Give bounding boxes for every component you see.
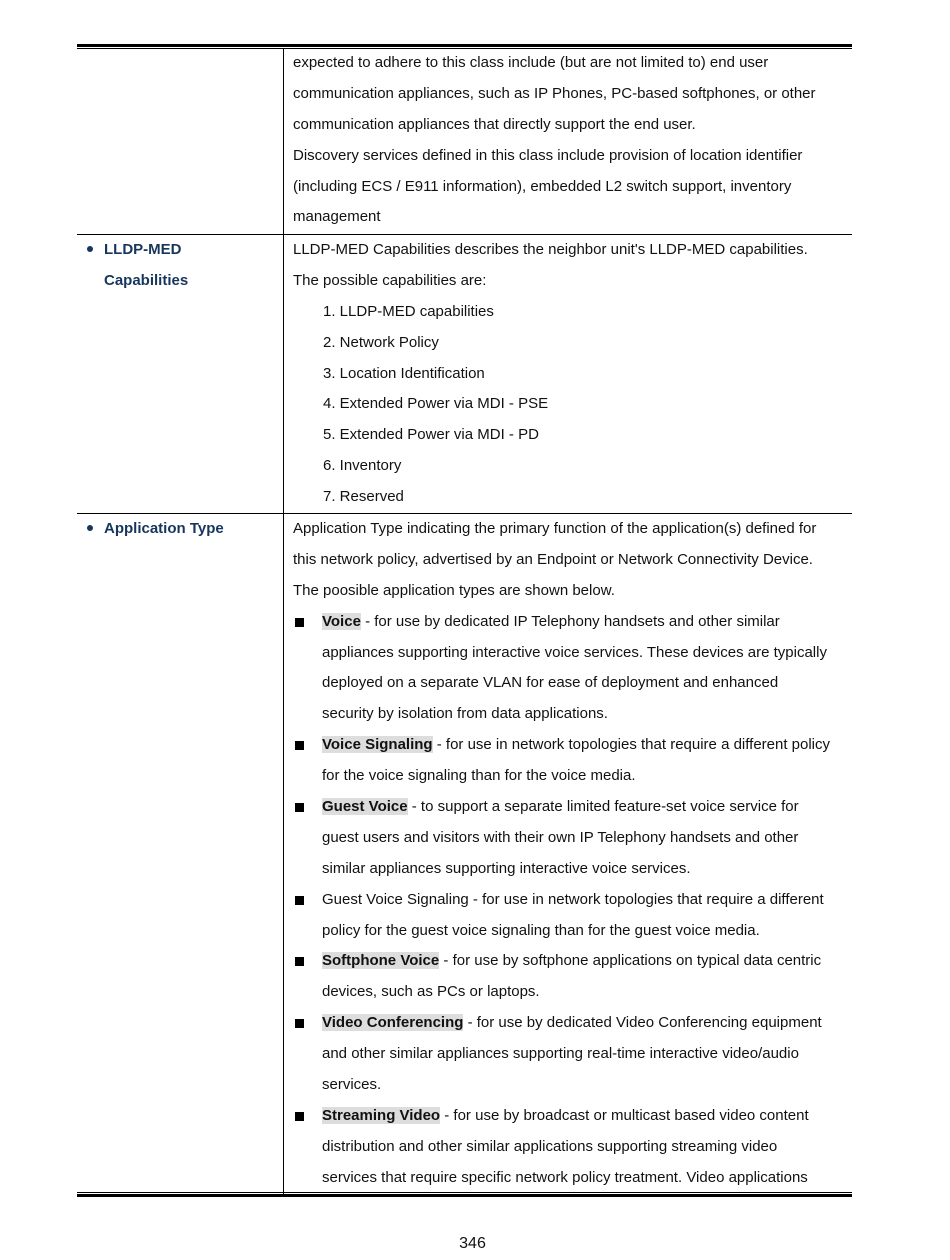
bullet-term: Guest Voice bbox=[322, 798, 408, 816]
desc-cell bbox=[293, 514, 848, 1194]
description-line: LLDP-MED Capabilities describes the neighbor unit's LLDP-MED capabilities. bbox=[293, 241, 808, 258]
bullet-item bbox=[293, 885, 848, 916]
bullet-continuation: deployed on a separate VLAN for ease of deployment and enhanced bbox=[322, 674, 779, 692]
bullet-continuation: distribution and other similar applications supporting streaming video bbox=[322, 1137, 778, 1155]
bullet-continuation: policy for the guest voice signaling than for the guest voice media. bbox=[322, 921, 760, 939]
bullet-continuation: guest users and visitors with their own IP Telephony handsets and other bbox=[322, 828, 799, 846]
bullet-text: Guest Voice Signaling - for use in network topologies that require a different bbox=[322, 890, 824, 908]
bullet-continuation: services. bbox=[322, 1076, 382, 1094]
bullet-item bbox=[293, 792, 848, 823]
bullet-continuation: services that require specific network policy treatment. Video applications bbox=[322, 1168, 808, 1186]
bullet-item bbox=[293, 1008, 848, 1039]
param-label: Application Type bbox=[104, 520, 224, 537]
bullet-text: - for use in network topologies that require a different policy bbox=[432, 736, 831, 754]
bullet-term: Softphone Voice bbox=[322, 952, 440, 970]
description-line: management bbox=[293, 208, 381, 226]
square-bullet-icon bbox=[295, 896, 304, 905]
desc-cell bbox=[293, 235, 848, 513]
table-bottom-rule bbox=[77, 1192, 852, 1197]
bullet-term: Streaming Video bbox=[322, 1106, 441, 1124]
list-item: 3. Location Identification bbox=[323, 364, 485, 382]
bullet-continuation: appliances supporting interactive voice services. These devices are typically bbox=[322, 643, 827, 661]
bullet-item bbox=[293, 607, 848, 638]
bullet-continuation: similar appliances supporting interactive voice services. bbox=[322, 859, 691, 877]
bullet-continuation: security by isolation from data applications. bbox=[322, 705, 608, 723]
description-line: communication appliances that directly support the end user. bbox=[293, 115, 696, 133]
param-label-line bbox=[77, 514, 283, 545]
square-bullet-icon bbox=[295, 618, 304, 627]
bullet-item bbox=[293, 730, 848, 761]
description-line: communication appliances, such as IP Phones, PC-based softphones, or other bbox=[293, 84, 816, 102]
description-line: expected to adhere to this class include (but are not limited to) end user bbox=[293, 54, 769, 71]
bullet-text: - to support a separate limited feature-set voice service for bbox=[407, 798, 799, 816]
table-row-class-description bbox=[77, 48, 852, 235]
param-cell bbox=[77, 235, 283, 297]
param-label: Capabilities bbox=[104, 271, 189, 289]
description-line: Discovery services defined in this class include provision of location identifier bbox=[293, 146, 803, 164]
list-item: 1. LLDP-MED capabilities bbox=[323, 302, 494, 320]
bullet-term: Voice Signaling bbox=[322, 736, 433, 754]
bullet-text: - for use by dedicated Video Conferencing equipment bbox=[463, 1014, 822, 1032]
list-item: 5. Extended Power via MDI - PD bbox=[323, 426, 539, 444]
square-bullet-icon bbox=[295, 957, 304, 966]
bullet-term: Voice bbox=[322, 612, 361, 630]
list-item: 2. Network Policy bbox=[323, 333, 439, 351]
square-bullet-icon bbox=[295, 1019, 304, 1028]
desc-cell bbox=[293, 48, 848, 233]
list-item: 4. Extended Power via MDI - PSE bbox=[323, 395, 549, 413]
bullet-continuation: devices, such as PCs or laptops. bbox=[322, 983, 540, 1001]
description-line: (including ECS / E911 information), embedded L2 switch support, inventory bbox=[293, 177, 792, 195]
square-bullet-icon bbox=[295, 803, 304, 812]
bullet-icon bbox=[87, 246, 93, 252]
list-item: 7. Reserved bbox=[323, 488, 404, 506]
param-label-line bbox=[77, 266, 283, 297]
bullet-text: - for use by broadcast or multicast based video content bbox=[440, 1106, 809, 1124]
table-row-application-type bbox=[77, 514, 852, 1193]
bullet-item bbox=[293, 946, 848, 977]
bullet-item bbox=[293, 1101, 848, 1132]
description-line: The poosible application types are shown below. bbox=[293, 581, 615, 599]
bullet-text: - for use by softphone applications on typical data centric bbox=[439, 952, 822, 970]
bullet-term: Video Conferencing bbox=[322, 1014, 464, 1032]
param-cell bbox=[77, 514, 283, 545]
description-line: The possible capabilities are: bbox=[293, 271, 487, 289]
square-bullet-icon bbox=[295, 1112, 304, 1121]
column-divider bbox=[283, 48, 284, 1194]
table-row-lldp-med-capabilities bbox=[77, 235, 852, 514]
page-number: 346 bbox=[459, 1235, 486, 1252]
param-label-line bbox=[77, 235, 283, 266]
bullet-text: - for use by dedicated IP Telephony handsets and other similar bbox=[360, 612, 780, 630]
bullet-continuation: for the voice signaling than for the voice media. bbox=[322, 767, 636, 785]
list-item: 6. Inventory bbox=[323, 457, 402, 475]
description-line: Application Type indicating the primary function of the application(s) defined for bbox=[293, 520, 817, 537]
bullet-continuation: and other similar appliances supporting real-time interactive video/audio bbox=[322, 1045, 799, 1063]
square-bullet-icon bbox=[295, 741, 304, 750]
description-line: this network policy, advertised by an Endpoint or Network Connectivity Device. bbox=[293, 550, 813, 568]
param-label: LLDP-MED bbox=[104, 241, 182, 258]
bullet-icon bbox=[87, 525, 93, 531]
